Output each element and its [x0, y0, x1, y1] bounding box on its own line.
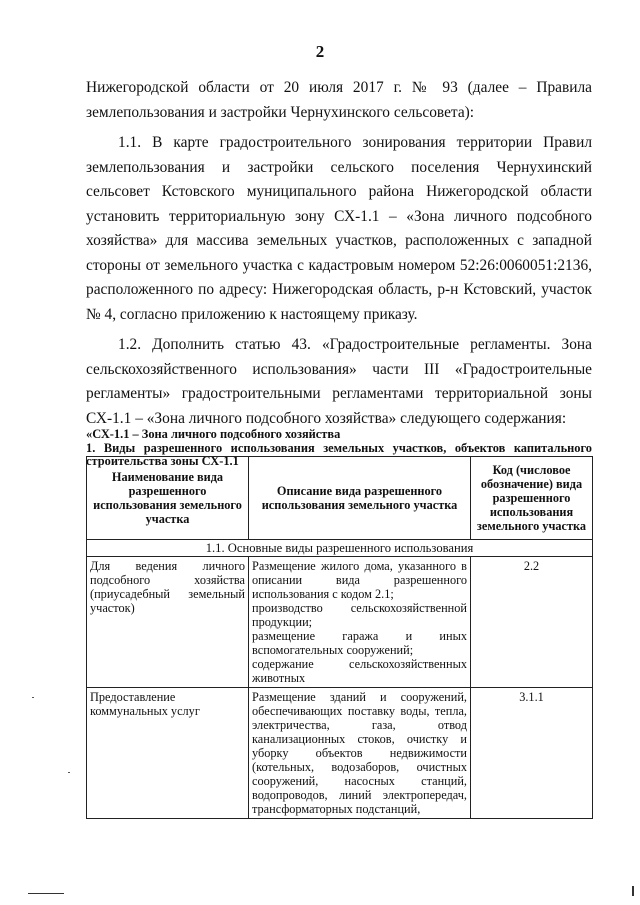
header-name-text: Наименование вида разрешенного использования земельного участка	[93, 470, 242, 526]
row-code: 2.2	[471, 557, 593, 688]
paragraph-continuation: Нижегородской области от 20 июля 2017 г. № 93 (далее – Правила землепользования и застройки Чернухинского сельсовета):	[86, 79, 592, 121]
row-code: 3.1.1	[471, 688, 593, 819]
page-number: 2	[315, 42, 325, 61]
permitted-use-table-wrapper	[86, 456, 592, 819]
scan-speck	[68, 772, 70, 773]
scan-edge-mark	[632, 886, 634, 896]
description-line: размещение гаража и иных вспомогательных сооружений;	[252, 629, 467, 657]
table-group-row	[87, 540, 593, 557]
footer-rule	[28, 893, 64, 894]
table-header-row	[87, 457, 593, 540]
description-line: Размещение зданий и сооружений, обеспечивающих поставку воды, тепла, электричества, газа, отвод канализационных стоков, очистку и уборку объектов недвижимости (котельных, водозаборов, очистных сооружений, насосных станций, водопроводов, линий электропередач, трансформаторных подстанций,	[252, 690, 467, 816]
paragraph-1-2: 1.2. Дополнить статью 43. «Градостроительные регламенты. Зона сельскохозяйственного использования» части III «Градостроительные регламенты» градостроительными регламентами территориальной зоны СХ-1.1 – «Зона личного подсобного хозяйства» следующего содержания:	[86, 336, 592, 427]
header-description	[249, 457, 471, 540]
section-subtitle-line-2: строительства зоны СХ-1.1	[86, 454, 239, 468]
scan-speck	[32, 697, 34, 698]
document-body	[86, 76, 592, 431]
paragraph-1-1: 1.1. В карте градостроительного зонирования территории Правил землепользования и застройки сельского поселения Чернухинский сельсовет Кстовского муниципального района Нижегородской области установить территориальную зону СХ-1.1 – «Зона личного подсобного хозяйства» для массива земельных участков, расположенных с западной стороны от земельного участка с кадастровым номером 52:26:0060051:2136, расположенного по адресу: Нижегородская область, р-н Кстовский, участок № 4, согласно приложению к настоящему приказу.	[86, 134, 592, 323]
description-line: Размещение жилого дома, указанного в описании вида разрешенного использования с кодом 2.1;	[252, 559, 467, 601]
row-description	[249, 557, 471, 688]
row-name: Предоставление коммунальных услуг	[87, 688, 249, 819]
header-name	[87, 457, 249, 540]
description-line: производство сельскохозяйственной продукции;	[252, 601, 467, 629]
row-description	[249, 688, 471, 819]
group-title: 1.1. Основные виды разрешенного использования	[87, 540, 593, 557]
section-subtitle-line-1: 1. Виды разрешенного использования земельных участков, объектов капитального	[86, 440, 592, 455]
table-row	[87, 557, 593, 688]
header-code	[471, 457, 593, 540]
permitted-use-table	[86, 456, 593, 819]
description-line: содержание сельскохозяйственных животных	[252, 657, 467, 685]
zone-title: «СХ-1.1 – Зона личного подсобного хозяйства	[86, 427, 341, 441]
table-row	[87, 688, 593, 819]
row-name: Для ведения личного подсобного хозяйства (приусадебный земельный участок)	[87, 557, 249, 688]
header-code-text: Код (числовое обозначение) вида разрешенного использования земельного участка	[476, 463, 587, 533]
header-description-text: Описание вида разрешенного использования земельного участка	[261, 484, 458, 512]
